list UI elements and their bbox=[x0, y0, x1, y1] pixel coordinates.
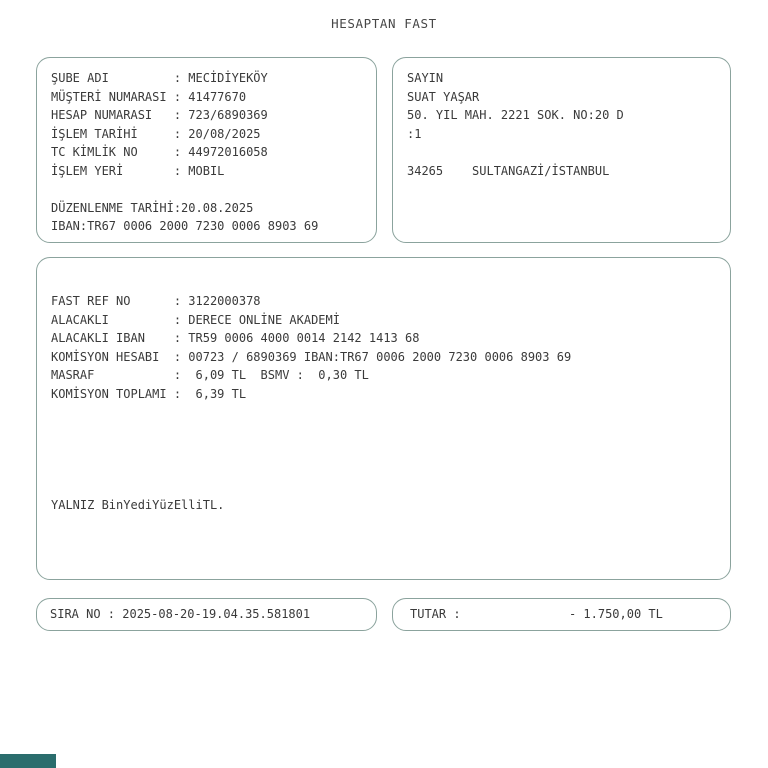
sira-no-panel bbox=[36, 598, 377, 631]
footer-accent-bar bbox=[0, 754, 56, 768]
blank-line bbox=[51, 477, 716, 496]
blank-line bbox=[51, 459, 716, 478]
tutar-panel bbox=[392, 598, 731, 631]
sira-no-line: SIRA NO : 2025-08-20-19.04.35.581801 bbox=[50, 607, 311, 622]
fast-ref-no-line: FAST REF NO : 3122000378 bbox=[51, 294, 261, 308]
hesap-numarasi-line: HESAP NUMARASI : 723/6890369 bbox=[51, 108, 268, 122]
tutar-line: TUTAR : - 1.750,00 TL bbox=[410, 607, 663, 622]
postal-city-line: 34265 SULTANGAZİ/İSTANBUL bbox=[407, 163, 610, 178]
islem-yeri-line: İŞLEM YERİ : MOBIL bbox=[51, 163, 225, 178]
komisyon-toplami-line: KOMİSYON TOPLAMI : 6,39 TL bbox=[51, 386, 247, 401]
islem-tarihi-line: İŞLEM TARİHİ : 20/08/2025 bbox=[51, 126, 261, 141]
masraf-bsmv-line: MASRAF : 6,09 TL BSMV : 0,30 TL bbox=[51, 368, 369, 382]
blank-line bbox=[51, 422, 716, 441]
recipient-name-line: SUAT YAŞAR bbox=[407, 89, 480, 104]
alacakli-line: ALACAKLI : DERECE ONLİNE AKADEMİ bbox=[51, 312, 340, 327]
duzenlenme-tarihi-line: DÜZENLENME TARİHİ:20.08.2025 bbox=[51, 200, 254, 215]
address-line-2: :1 bbox=[407, 126, 422, 141]
blank-line bbox=[51, 403, 716, 422]
sube-adi-line: ŞUBE ADI : MECİDİYEKÖY bbox=[51, 71, 268, 85]
musteri-numarasi-line: MÜŞTERİ NUMARASI : 41477670 bbox=[51, 89, 247, 104]
komisyon-hesabi-line: KOMİSYON HESABI : 00723 / 6890369 IBAN:TR67 0006 2000 7230 0006 8903 69 bbox=[51, 349, 572, 364]
blank-line bbox=[407, 143, 716, 162]
transaction-details-panel bbox=[36, 257, 731, 580]
tc-kimlik-no-line: TC KİMLİK NO : 44972016058 bbox=[51, 145, 268, 159]
sayin-line: SAYIN bbox=[407, 71, 444, 85]
amount-in-words-line: YALNIZ BinYediYüzElliTL. bbox=[51, 497, 225, 512]
branch-info-panel bbox=[36, 57, 377, 243]
sender-iban-line: IBAN:TR67 0006 2000 7230 0006 8903 69 bbox=[51, 219, 319, 233]
receipt-title: HESAPTAN FAST bbox=[331, 16, 437, 31]
blank-line bbox=[51, 180, 362, 199]
blank-line bbox=[51, 440, 716, 459]
address-line-1: 50. YIL MAH. 2221 SOK. NO:20 D bbox=[407, 108, 624, 122]
alacakli-iban-line: ALACAKLI IBAN : TR59 0006 4000 0014 2142 1413 68 bbox=[51, 331, 420, 345]
recipient-address-panel bbox=[392, 57, 731, 243]
